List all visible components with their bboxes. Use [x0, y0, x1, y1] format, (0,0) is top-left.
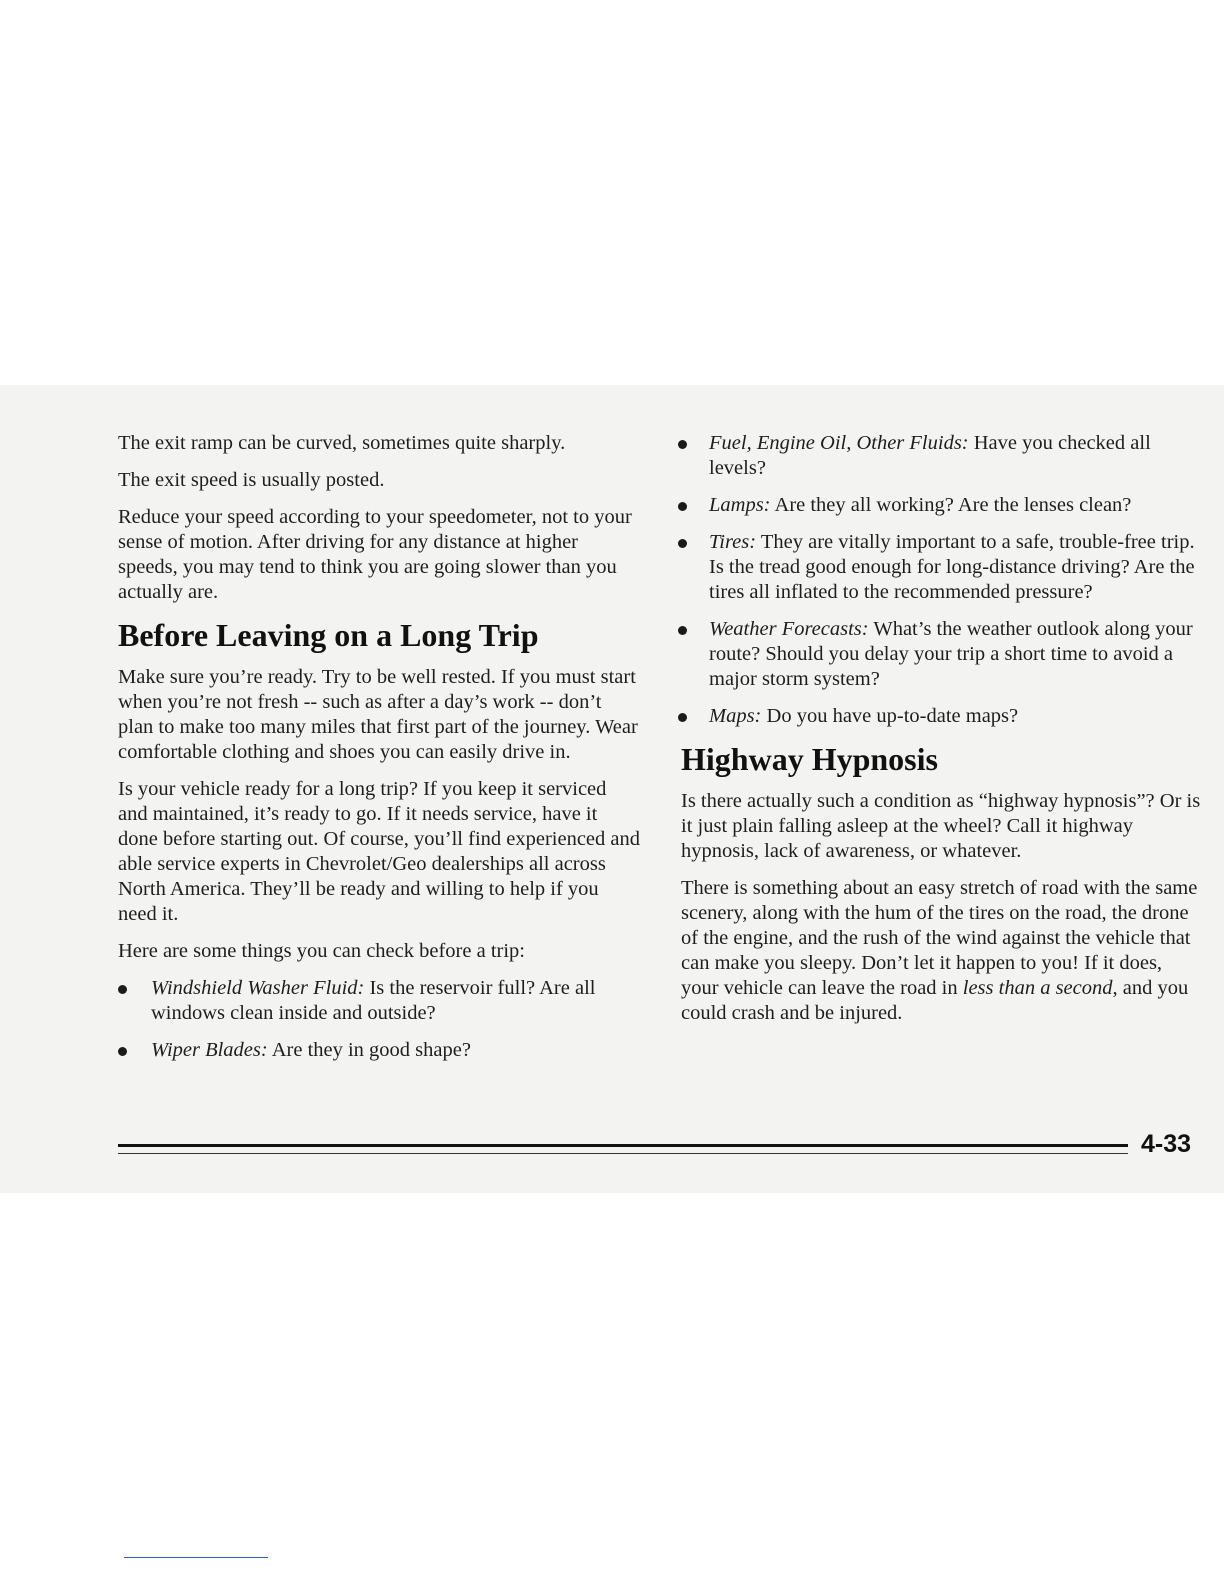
list-item-term: Tires:	[709, 531, 757, 553]
list-item-text: Have you checked all levels?	[709, 432, 1151, 479]
list-item-text: Is the reservoir full? Are all windows clean inside and outside?	[151, 977, 596, 1024]
footer-rule-thin	[118, 1153, 1128, 1154]
bullet-icon	[678, 440, 687, 449]
list-item	[678, 704, 1201, 729]
bullet-icon	[118, 985, 127, 994]
footer-rule-thick	[118, 1144, 1128, 1147]
bottom-link-underline	[124, 1557, 268, 1558]
list-item-text: Do you have up-to-date maps?	[761, 705, 1019, 727]
list-item-term: Windshield Washer Fluid:	[151, 977, 365, 999]
right-column	[681, 431, 1201, 1038]
bullet-icon	[678, 626, 687, 635]
list-item	[678, 493, 1201, 518]
paragraph-reduce-speed: Reduce your speed according to your speedometer, not to your sense of motion. After driving for any distance at higher speeds, you may tend to think you are going slower than you actually are.	[118, 506, 632, 603]
bullet-icon	[678, 539, 687, 548]
list-item	[118, 1038, 640, 1063]
left-column	[118, 431, 640, 1075]
paragraph-make-sure: Make sure you’re ready. Try to be well rested. If you must start when you’re not fresh -- such as after a day’s work -- don’t plan to make too many miles that first part of the journey. Wear comfortable clothing and shoes you can easily drive in.	[118, 666, 638, 763]
paragraph-exit-ramp: The exit ramp can be curved, sometimes quite sharply.	[118, 432, 566, 454]
list-item-term: Lamps:	[709, 494, 771, 516]
paragraph-vehicle-ready: Is your vehicle ready for a long trip? If you keep it serviced and maintained, it’s ready to go. If it needs service, have it done before starting out. Of course, you’ll find experienced and able service experts in Chevrolet/Geo dealerships all across North America. They’ll be ready and willing to help if you need it.	[118, 778, 640, 925]
list-item-term: Maps:	[709, 705, 762, 727]
list-item	[118, 976, 640, 1026]
paragraph-check-list-intro: Here are some things you can check before a trip:	[118, 940, 525, 962]
list-item	[678, 530, 1201, 605]
paragraph-exit-speed: The exit speed is usually posted.	[118, 469, 385, 491]
list-item-term: Wiper Blades:	[151, 1039, 268, 1061]
list-item-text: Are they all working? Are the lenses clean?	[770, 494, 1132, 516]
page-number: 4-33	[1141, 1130, 1192, 1158]
list-item-term: Weather Forecasts:	[709, 618, 869, 640]
warning-emphasis: less than a second	[962, 977, 1113, 999]
warning-text-end: , and you could crash and be injured.	[681, 977, 1189, 1024]
list-item-text: What’s the weather outlook along your route? Should you delay your trip a short time to avoid a major storm system?	[709, 618, 1193, 690]
checklist-right	[681, 431, 1201, 729]
list-item-term: Fuel, Engine Oil, Other Fluids:	[709, 432, 969, 454]
list-item	[678, 431, 1201, 481]
heading-before-leaving: Before Leaving on a Long Trip	[118, 617, 539, 653]
paragraph-hypnosis-question: Is there actually such a condition as “highway hypnosis”? Or is it just plain falling asleep at the wheel? Call it highway hypnosis, lack of awareness, or whatever.	[681, 790, 1201, 862]
bullet-icon	[118, 1047, 127, 1056]
heading-highway-hypnosis: Highway Hypnosis	[681, 741, 938, 777]
warning-text-start: There is something about an easy stretch of road with the same scenery, along with the hum of the tires on the road, the drone of the engine, and the rush of the wind against the vehicle that can make you sleepy. Don’t let it happen to you! If it does, your vehicle can leave the road in	[681, 877, 1198, 999]
bullet-icon	[678, 502, 687, 511]
bullet-icon	[678, 713, 687, 722]
paragraph-hypnosis-warning	[681, 876, 1201, 1026]
checklist-left	[118, 976, 640, 1063]
list-item-text: Are they in good shape?	[267, 1039, 471, 1061]
list-item-text: They are vitally important to a safe, trouble-free trip. Is the tread good enough for long-distance driving? Are the tires all inflated to the recommended pressure?	[709, 531, 1195, 603]
list-item	[678, 617, 1201, 692]
